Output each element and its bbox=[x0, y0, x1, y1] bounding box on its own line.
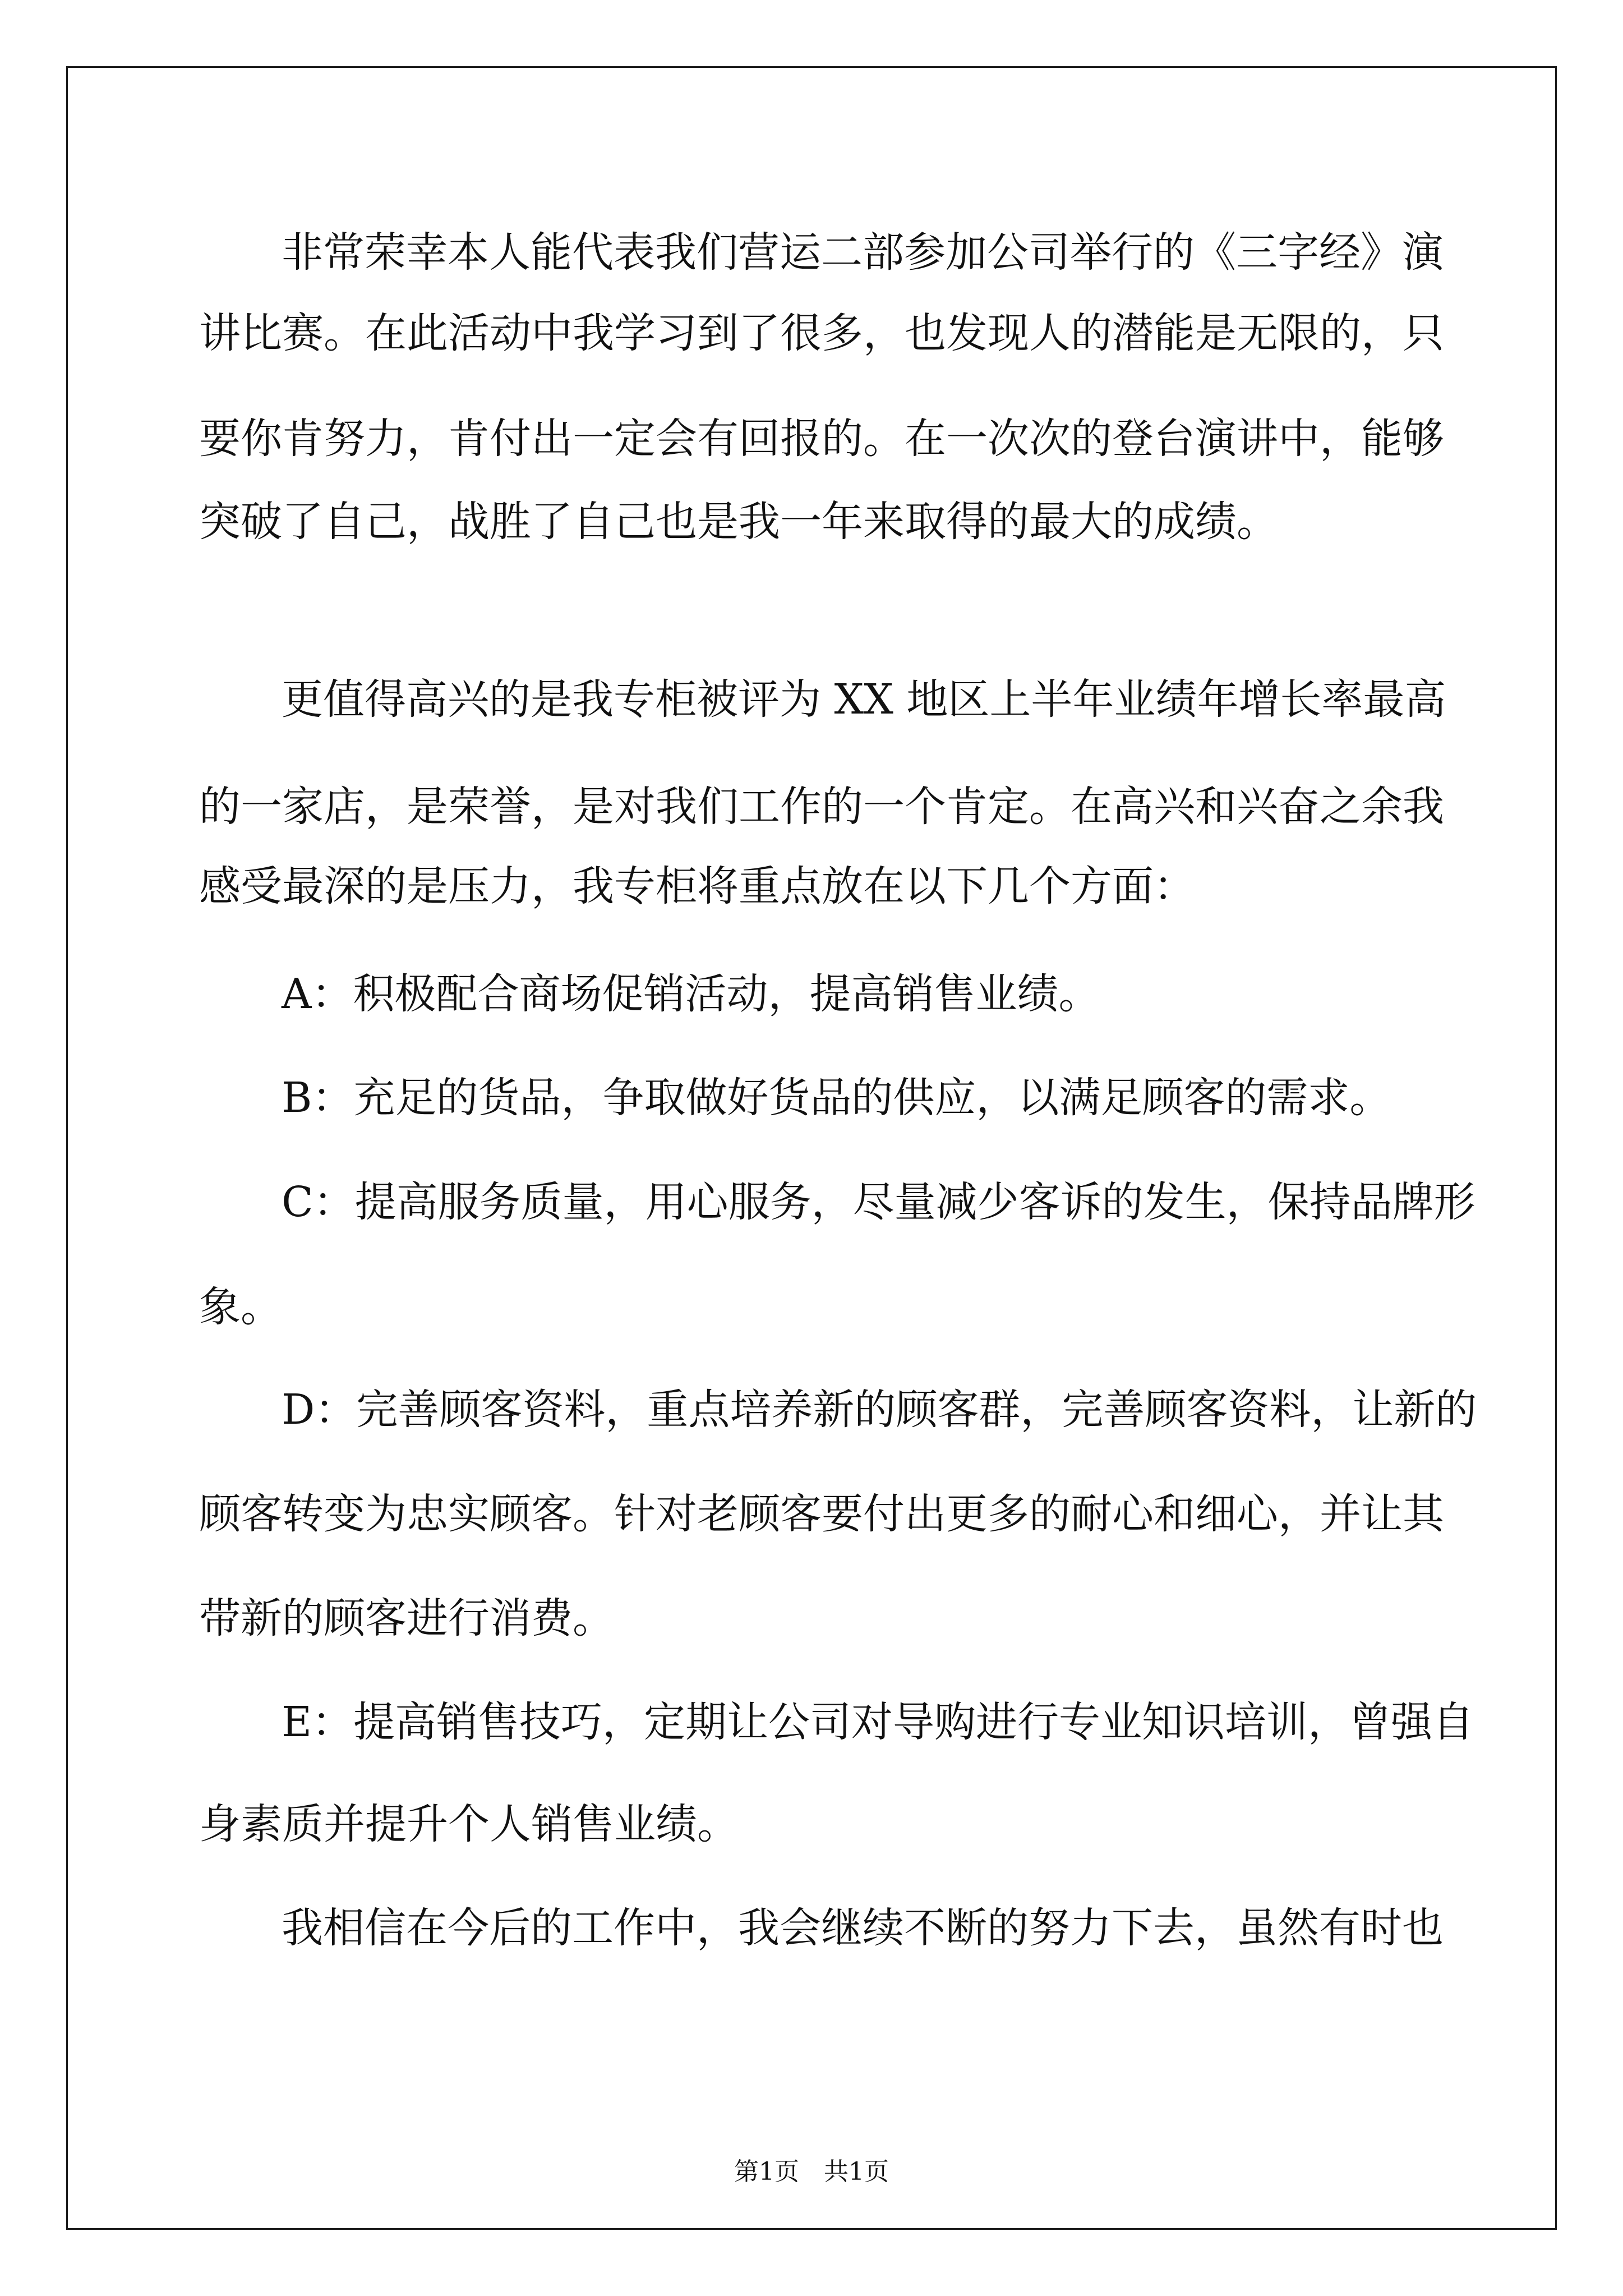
paragraph-line: 带新的顾客进行消费。 bbox=[199, 1594, 614, 1642]
paragraph-line: E：提高销售技巧，定期让公司对导购进行专业知识培训，曾强自 bbox=[282, 1698, 1474, 1746]
paragraph-line: 突破了自己，战胜了自己也是我一年来取得的最大的成绩。 bbox=[199, 498, 1278, 546]
paragraph-line: 更值得高兴的是我专柜被评为 XX 地区上半年业绩年增长率最高 bbox=[282, 675, 1446, 724]
paragraph-line: C：提高服务质量，用心服务，尽量减少客诉的发生，保持品牌形 bbox=[282, 1178, 1476, 1226]
page-number: 第1页 共1页 bbox=[734, 2157, 889, 2186]
paragraph-line: 要你肯努力，肯付出一定会有回报的。在一次次的登台演讲中，能够 bbox=[199, 415, 1444, 463]
paragraph-line: A：积极配合商场促销活动，提高销售业绩。 bbox=[282, 970, 1100, 1018]
paragraph-line: B：充足的货品，争取做好货品的供应，以满足顾客的需求。 bbox=[282, 1074, 1391, 1122]
paragraph-line: 身素质并提升个人销售业绩。 bbox=[199, 1800, 739, 1848]
paragraph-line: 象。 bbox=[199, 1283, 282, 1331]
paragraph-line: 感受最深的是压力，我专柜将重点放在以下几个方面： bbox=[199, 862, 1195, 910]
paragraph-line: 非常荣幸本人能代表我们营运二部参加公司举行的《三字经》演 bbox=[282, 228, 1444, 277]
paragraph-line: 我相信在今后的工作中，我会继续不断的努力下去，虽然有时也 bbox=[282, 1904, 1444, 1952]
paragraph-line: 的一家店，是荣誉，是对我们工作的一个肯定。在高兴和兴奋之余我 bbox=[199, 783, 1444, 831]
paragraph-line: 讲比赛。在此活动中我学习到了很多，也发现人的潜能是无限的，只 bbox=[199, 309, 1444, 357]
paragraph-line: 顾客转变为忠实顾客。针对老顾客要付出更多的耐心和细心，并让其 bbox=[199, 1490, 1444, 1538]
paragraph-line: D：完善顾客资料，重点培养新的顾客群，完善顾客资料，让新的 bbox=[282, 1386, 1477, 1434]
